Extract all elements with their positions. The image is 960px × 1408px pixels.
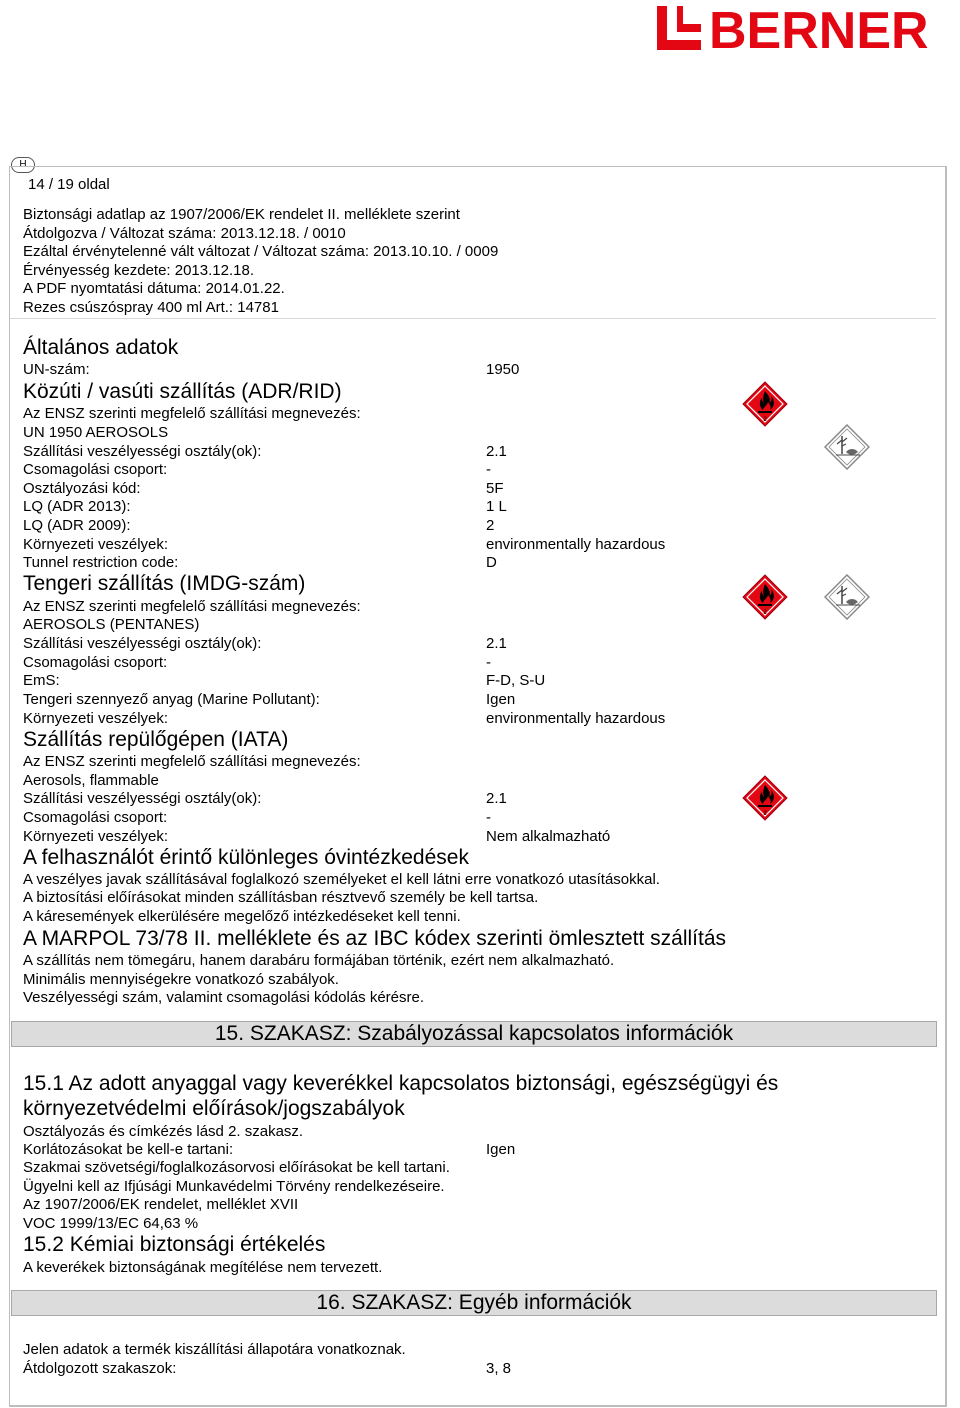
marpol-line: Minimális mennyiségekre vonatkozó szabályok. [23, 971, 339, 988]
regulation-line: Ügyelni kell az Ifjúsági Munkavédelmi Törvény rendelkezéseire. [23, 1178, 445, 1195]
imdg-name-value: AEROSOLS (PENTANES) [23, 616, 200, 633]
page-number: 14 / 19 oldal [28, 176, 110, 193]
adr-row-value: 5F [486, 480, 504, 497]
revised-sections-label: Átdolgozott szakaszok: [23, 1360, 177, 1377]
iata-row-value: 2.1 [486, 790, 507, 807]
imdg-row-label: Környezeti veszélyek: [23, 710, 169, 727]
header-line: A PDF nyomtatási dátuma: 2014.01.22. [23, 280, 285, 297]
imdg-row-label: Csomagolási csoport: [23, 654, 168, 671]
adr-row-label: Osztályozási kód: [23, 480, 141, 497]
imdg-row-value: - [486, 654, 491, 671]
precautions-line: A veszélyes javak szállításával foglalkozó személyeket el kell látni erre vonatkozó utasításokkal. [23, 871, 660, 888]
subsection-15-1-title-cont: környezetvédelmi előírások/jogszabályok [23, 1097, 405, 1120]
iata-name-value: Aerosols, flammable [23, 772, 159, 789]
adr-row-label: Tunnel restriction code: [23, 554, 179, 571]
marpol-title: A MARPOL 73/78 II. melléklete és az IBC kódex szerinti ömlesztett szállítás [23, 927, 727, 950]
adr-row-value: D [486, 554, 497, 571]
adr-title: Közúti / vasúti szállítás (ADR/RID) [23, 380, 342, 403]
svg-text:BERNER: BERNER [709, 4, 929, 54]
product-name: Rezes csúszóspray 400 ml Art.: 14781 [23, 299, 279, 316]
general-title: Általános adatok [23, 336, 179, 359]
iata-row-label: Szállítási veszélyességi osztály(ok): [23, 790, 262, 807]
section-16-heading: 16. SZAKASZ: Egyéb információk [11, 1290, 937, 1316]
classification-line: Osztályozás és címkézés lásd 2. szakasz. [23, 1123, 304, 1140]
iata-name-label: Az ENSZ szerinti megfelelő szállítási megnevezés: [23, 753, 361, 770]
environment-hazard-pictogram-icon [824, 574, 870, 620]
iata-row-value: - [486, 809, 491, 826]
imdg-row-label: Szállítási veszélyességi osztály(ok): [23, 635, 262, 652]
precautions-line: A biztosítási előírásokat minden szállításban résztvevő személy be kell tartsa. [23, 889, 539, 906]
svg-text:2: 2 [763, 811, 767, 817]
info-line: Jelen adatok a termék kiszállítási állapotára vonatkoznak. [23, 1341, 406, 1358]
marpol-line: Veszélyességi szám, valamint csomagolási kódolás kérésre. [23, 989, 425, 1006]
header-line: Ezáltal érvénytelenné vált változat / Változat száma: 2013.10.10. / 0009 [23, 243, 499, 260]
restrictions-label: Korlátozásokat be kell-e tartani: [23, 1141, 234, 1158]
subsection-15-2-title: 15.2 Kémiai biztonsági értékelés [23, 1233, 326, 1256]
iata-row-label: Csomagolási csoport: [23, 809, 168, 826]
revised-sections-value: 3, 8 [486, 1360, 512, 1377]
restrictions-value: Igen [486, 1141, 516, 1158]
adr-row-value: 2.1 [486, 443, 507, 460]
berner-logo [655, 4, 960, 54]
imdg-title: Tengeri szállítás (IMDG-szám) [23, 572, 306, 595]
subsection-15-1-title: 15.1 Az adott anyaggal vagy keverékkel kapcsolatos biztonsági, egészségügyi és [23, 1072, 779, 1095]
marpol-line: A szállítás nem tömegáru, hanem darabáru formájában történik, ezért nem alkalmazható. [23, 952, 615, 969]
imdg-row-value: 2.1 [486, 635, 507, 652]
header-line: Átdolgozva / Változat száma: 2013.12.18. / 0010 [23, 225, 346, 242]
flammable-gas-pictogram-icon [742, 775, 788, 821]
imdg-row-value: environmentally hazardous [486, 710, 666, 727]
header-divider [10, 318, 936, 319]
imdg-row-label: EmS: [23, 672, 60, 689]
adr-row-label: Szállítási veszélyességi osztály(ok): [23, 443, 262, 460]
svg-text:2: 2 [763, 417, 767, 423]
un-label: UN-szám: [23, 361, 90, 378]
section-15-heading: 15. SZAKASZ: Szabályozással kapcsolatos információk [11, 1021, 937, 1047]
iata-row-value: Nem alkalmazható [486, 828, 611, 845]
header-line: Érvényesség kezdete: 2013.12.18. [23, 262, 254, 279]
environment-hazard-pictogram-icon [824, 424, 870, 470]
imdg-row-label: Tengeri szennyező anyag (Marine Pollutant): [23, 691, 320, 708]
adr-name-label: Az ENSZ szerinti megfelelő szállítási megnevezés: [23, 405, 361, 422]
imdg-row-value: Igen [486, 691, 516, 708]
svg-text:2: 2 [763, 610, 767, 616]
adr-row-value: environmentally hazardous [486, 536, 666, 553]
header-line: Biztonsági adatlap az 1907/2006/EK rendelet II. melléklete szerint [23, 206, 460, 223]
chemical-safety-line: A keverékek biztonságának megítélése nem tervezett. [23, 1259, 383, 1276]
precautions-title: A felhasználót érintő különleges óvintézkedések [23, 846, 469, 869]
flammable-gas-pictogram-icon [742, 381, 788, 427]
imdg-name-label: Az ENSZ szerinti megfelelő szállítási megnevezés: [23, 598, 361, 615]
precautions-line: A káresemények elkerülésére megelőző intézkedéseket kell tenni. [23, 908, 461, 925]
iata-row-label: Környezeti veszélyek: [23, 828, 169, 845]
un-value: 1950 [486, 361, 520, 378]
adr-name-value: UN 1950 AEROSOLS [23, 424, 169, 441]
regulation-line: Szakmai szövetségi/foglalkozásorvosi előírásokat be kell tartani. [23, 1159, 450, 1176]
adr-row-value: - [486, 461, 491, 478]
adr-row-label: LQ (ADR 2013): [23, 498, 131, 515]
adr-row-label: LQ (ADR 2009): [23, 517, 131, 534]
language-badge: H [11, 157, 35, 173]
voc-line: VOC 1999/13/EC 64,63 % [23, 1215, 199, 1232]
adr-row-value: 2 [486, 517, 495, 534]
iata-title: Szállítás repülőgépen (IATA) [23, 728, 289, 751]
regulation-line: Az 1907/2006/EK rendelet, melléklet XVII [23, 1196, 299, 1213]
adr-row-value: 1 L [486, 498, 507, 515]
flammable-gas-pictogram-icon [742, 574, 788, 620]
adr-row-label: Csomagolási csoport: [23, 461, 168, 478]
imdg-row-value: F-D, S-U [486, 672, 546, 689]
adr-row-label: Környezeti veszélyek: [23, 536, 169, 553]
